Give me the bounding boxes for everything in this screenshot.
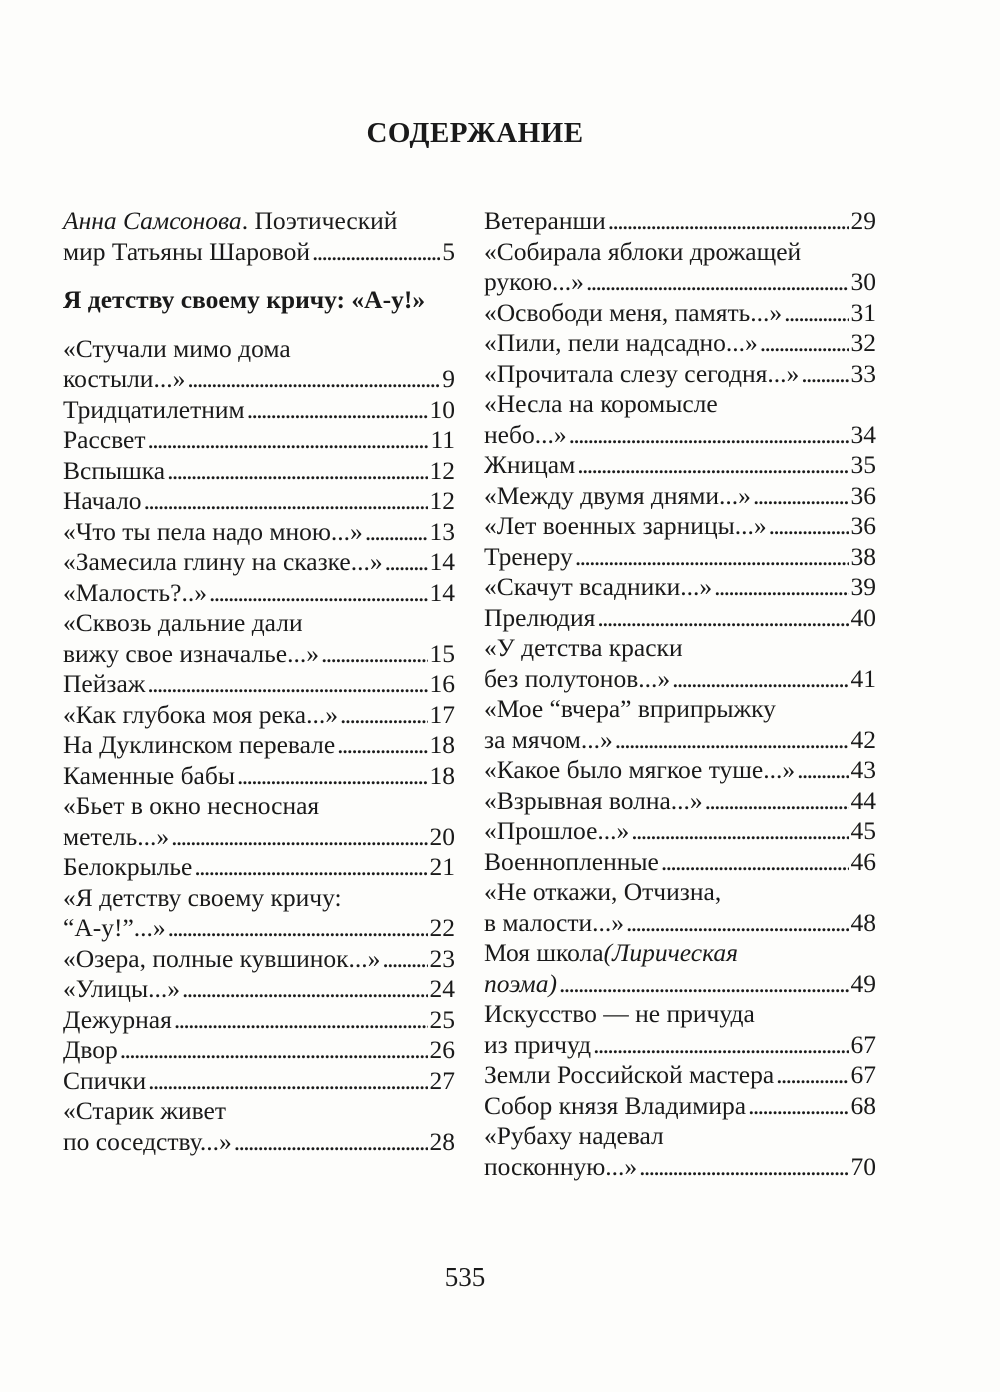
leader-dots — [234, 1127, 428, 1158]
toc-entry — [63, 974, 455, 1005]
page-number: 31 — [850, 297, 876, 327]
toc-entry-title: «Рубаху надевал — [484, 1121, 664, 1150]
toc-entry-title: «Озера, полные кувшинок...» — [63, 943, 381, 973]
toc-entry-title: “А-у!”...» — [63, 913, 166, 942]
leader-dots — [167, 456, 427, 487]
toc-entry-title: «Пили, пели надсадно...» — [484, 328, 758, 357]
toc-entry — [484, 328, 876, 359]
toc-entry-title: Каменные бабы — [63, 760, 235, 790]
toc-entry — [63, 206, 455, 267]
page-number: 18 — [429, 760, 455, 790]
leader-dots — [237, 761, 428, 792]
toc-entry-subtitle: (Лирическая — [603, 938, 738, 967]
leader-dots — [705, 786, 849, 817]
toc-entry — [484, 206, 876, 237]
toc-entry-title: «Между двумя днями...» — [484, 480, 751, 510]
toc-entry-title: Вспышка — [63, 455, 166, 485]
toc-entry-title: «Бьет в окно несносная — [63, 791, 320, 820]
toc-entry — [484, 755, 876, 786]
toc-entry-title: Рассвет — [63, 425, 146, 454]
leader-dots — [321, 639, 428, 670]
toc-entry — [484, 542, 876, 573]
toc-entry — [63, 608, 455, 669]
toc-entry-title: рукою...» — [484, 267, 584, 296]
leader-dots — [776, 1060, 848, 1091]
toc-entry-title: небо...» — [484, 419, 567, 449]
toc-entry-title: «Я детству своему кричу: — [63, 882, 342, 912]
leader-dots — [586, 267, 849, 298]
page-number: 12 — [429, 486, 455, 515]
toc-entry — [484, 999, 876, 1060]
leader-dots — [120, 1035, 428, 1066]
toc-entry — [484, 877, 876, 938]
page-number: 43 — [850, 755, 876, 784]
page-number: 16 — [429, 669, 455, 698]
page-number: 23 — [429, 943, 455, 973]
toc-entry — [484, 298, 876, 329]
toc-entry-title: Земли Российской мастера — [484, 1060, 775, 1089]
page-number: 10 — [429, 394, 455, 424]
page-number: 27 — [429, 1065, 455, 1095]
leader-dots — [608, 206, 849, 237]
toc-entry-title: Военнопленные — [484, 846, 659, 876]
page-number: 38 — [850, 541, 876, 571]
toc-entry-title: Тренеру — [484, 541, 573, 571]
page-number: 39 — [850, 572, 876, 601]
toc-entry — [63, 547, 455, 578]
leader-dots — [147, 669, 427, 700]
leader-dots — [187, 364, 440, 395]
toc-entry — [484, 511, 876, 542]
leader-dots — [784, 298, 848, 329]
leader-dots — [382, 944, 427, 975]
toc-left-column — [63, 206, 455, 1157]
toc-entry — [484, 938, 876, 999]
toc-entry-title: костыли...» — [63, 364, 186, 393]
toc-entry-title: «Мое “вчера” вприпрыжку — [484, 694, 776, 723]
toc-entry-title: «Стучали мимо дома — [63, 333, 291, 363]
toc-entry — [63, 1005, 455, 1036]
page-number: 14 — [429, 547, 455, 576]
toc-entry-title: «Скачут всадники...» — [484, 572, 713, 601]
leader-dots — [597, 603, 848, 634]
toc-entry-title: «Собирала яблоки дрожащей — [484, 236, 802, 266]
page-number: 12 — [429, 455, 455, 485]
toc-entry-title: Ветеранши — [484, 206, 606, 235]
toc-entry-title: Пейзаж — [63, 669, 146, 698]
toc-entry — [63, 761, 455, 792]
leader-dots — [340, 700, 428, 731]
page-number: 67 — [850, 1029, 876, 1059]
toc-entry — [484, 237, 876, 298]
toc-entry — [63, 395, 455, 426]
toc-entry — [63, 578, 455, 609]
toc-entry-title: Белокрылье — [63, 852, 193, 881]
toc-entry — [63, 944, 455, 975]
toc-entry-title: Искусство — не причуда — [484, 999, 755, 1028]
toc-entry — [63, 1035, 455, 1066]
page-number: 13 — [429, 516, 455, 546]
intro-title-part: . Поэтический — [241, 206, 398, 235]
toc-entry — [484, 359, 876, 390]
toc-entry-title: Начало — [63, 486, 142, 515]
page-number: 68 — [850, 1090, 876, 1120]
toc-entry-title: «Прочитала слезу сегодня...» — [484, 358, 800, 388]
toc-entry — [484, 450, 876, 481]
toc-entry — [63, 334, 455, 395]
page-number: 25 — [429, 1004, 455, 1034]
page-number: 70 — [850, 1151, 876, 1181]
toc-entry — [484, 1091, 876, 1122]
toc-entry-title: «Какое было мягкое туше...» — [484, 755, 796, 784]
leader-dots — [209, 578, 428, 609]
toc-entry-title: вижу свое изначалье...» — [63, 638, 319, 668]
toc-entry — [63, 700, 455, 731]
leader-dots — [182, 974, 428, 1005]
toc-entry — [484, 694, 876, 755]
toc-entry — [484, 816, 876, 847]
leader-dots — [748, 1091, 848, 1122]
page-number: 30 — [850, 267, 876, 296]
toc-entry-title: «Лет военных зарницы...» — [484, 511, 767, 540]
intro-author: Анна Самсонова — [63, 206, 242, 235]
page-number: 29 — [850, 206, 876, 235]
leader-dots — [559, 969, 849, 1000]
toc-entry — [484, 786, 876, 817]
leader-dots — [575, 542, 849, 573]
leader-dots — [753, 481, 849, 512]
leader-dots — [569, 420, 849, 451]
page-number: 24 — [429, 974, 455, 1003]
section-heading: Я детству своему кричу: «А-у!» — [63, 285, 426, 314]
leader-dots — [615, 725, 849, 756]
page-number: 5 — [442, 236, 455, 266]
page-number: 9 — [442, 364, 455, 393]
toc-entry — [63, 517, 455, 548]
toc-entry — [484, 633, 876, 694]
intro-title-line2: мир Татьяны Шаровой — [63, 236, 310, 266]
toc-entry — [484, 572, 876, 603]
toc-entry-title: Собор князя Владимира — [484, 1090, 747, 1120]
leader-dots — [365, 517, 428, 548]
page-number: 46 — [850, 846, 876, 876]
toc-entry-title: «Взрывная волна...» — [484, 785, 703, 815]
leader-dots — [760, 328, 849, 359]
page-number: 34 — [850, 419, 876, 449]
page-number: 14 — [429, 577, 455, 607]
toc-entry-title: за мячом...» — [484, 724, 613, 754]
toc-entry — [63, 852, 455, 883]
toc-entry-title: Спички — [63, 1065, 147, 1095]
page-number: 42 — [850, 724, 876, 754]
leader-dots — [168, 913, 428, 944]
page-number: 49 — [850, 968, 876, 998]
leader-dots — [639, 1152, 848, 1183]
page-number: 11 — [430, 425, 455, 454]
toc-entry-title: «Улицы...» — [63, 974, 180, 1003]
page-number: 26 — [429, 1035, 455, 1064]
leader-dots — [337, 730, 427, 761]
toc-entry — [484, 389, 876, 450]
page-number: 22 — [429, 913, 455, 942]
leader-dots — [144, 486, 428, 517]
page-number: 21 — [429, 852, 455, 881]
toc-entry — [63, 1066, 455, 1097]
page-number: 44 — [850, 785, 876, 815]
leader-dots — [631, 816, 848, 847]
toc-entry-title: «Не откажи, Отчизна, — [484, 877, 722, 906]
leader-dots — [171, 822, 427, 853]
toc-entry — [63, 669, 455, 700]
toc-entry — [484, 481, 876, 512]
toc-entry — [484, 1121, 876, 1182]
toc-entry-title: «Что ты пела надо мною...» — [63, 516, 363, 546]
toc-entry-title: «Несла на коромысле — [484, 389, 718, 418]
page-number: 67 — [850, 1060, 876, 1089]
page-number: 48 — [850, 907, 876, 937]
toc-entry-title: «Малость?..» — [63, 577, 207, 607]
toc-entry-title: Дежурная — [63, 1004, 172, 1034]
toc-entry-title: «Старик живет — [63, 1096, 226, 1125]
page-number: 36 — [850, 511, 876, 540]
toc-entry-title: На Дуклинском перевале — [63, 730, 336, 759]
leader-dots — [577, 450, 848, 481]
toc-entry — [63, 730, 455, 761]
leader-dots — [174, 1005, 428, 1036]
toc-entry-title: «У детства краски — [484, 633, 683, 662]
page-title: СОДЕРЖАНИЕ — [366, 117, 584, 149]
toc-entry — [484, 1060, 876, 1091]
toc-entry-title: «Освободи меня, память...» — [484, 297, 783, 327]
page-number: 32 — [850, 328, 876, 357]
page-number: 33 — [850, 358, 876, 388]
toc-entry — [63, 425, 455, 456]
toc-entry-title: по соседству...» — [63, 1126, 232, 1156]
leader-dots — [593, 1030, 848, 1061]
leader-dots — [769, 511, 849, 542]
leader-dots — [626, 908, 848, 939]
toc-entry-title: «Прошлое...» — [484, 816, 630, 845]
leader-dots — [661, 847, 849, 878]
toc-entry — [63, 456, 455, 487]
page-number: 36 — [850, 480, 876, 510]
page-number: 17 — [429, 699, 455, 729]
toc-entry — [484, 603, 876, 634]
toc-entry-title: поэма) — [484, 968, 557, 998]
page-number: 28 — [429, 1126, 455, 1156]
page-number: 15 — [429, 638, 455, 668]
toc-entry-title: «Как глубока моя река...» — [63, 699, 338, 729]
leader-dots — [385, 547, 428, 578]
leader-dots — [194, 852, 427, 883]
leader-dots — [801, 359, 848, 390]
toc-entry — [63, 791, 455, 852]
page-number: 40 — [850, 602, 876, 632]
toc-entry — [63, 883, 455, 944]
page-number: 41 — [850, 663, 876, 693]
page-number: 45 — [850, 816, 876, 845]
page-number: 35 — [850, 450, 876, 479]
toc-entry-title: Жницам — [484, 450, 576, 479]
leader-dots — [797, 755, 848, 786]
toc-entry-title: метель...» — [63, 821, 170, 851]
toc-entry-title: в малости...» — [484, 907, 625, 937]
toc-entry-title: «Замесила глину на сказке...» — [63, 547, 383, 576]
toc-entry-title: из причуд — [484, 1029, 592, 1059]
toc-entry — [63, 1096, 455, 1157]
page-number: 18 — [429, 730, 455, 759]
toc-entry-title: без полутонов...» — [484, 663, 671, 693]
footer-page-number: 535 — [444, 1262, 486, 1292]
toc-entry-title: Тридцатилетним — [63, 394, 245, 424]
leader-dots — [148, 425, 429, 456]
leader-dots — [672, 664, 848, 695]
leader-dots — [714, 572, 848, 603]
toc-entry — [484, 847, 876, 878]
toc-right-column — [484, 206, 876, 1182]
toc-entry-title: Двор — [63, 1035, 118, 1064]
toc-entry-title: посконную...» — [484, 1151, 638, 1181]
leader-dots — [247, 395, 428, 426]
toc-entry — [63, 486, 455, 517]
toc-entry-title: «Сквозь дальние дали — [63, 608, 303, 637]
toc-entry-title: Моя школа — [484, 938, 604, 967]
page-number: 20 — [429, 821, 455, 851]
leader-dots — [148, 1066, 427, 1097]
toc-entry-title: Прелюдия — [484, 602, 596, 632]
